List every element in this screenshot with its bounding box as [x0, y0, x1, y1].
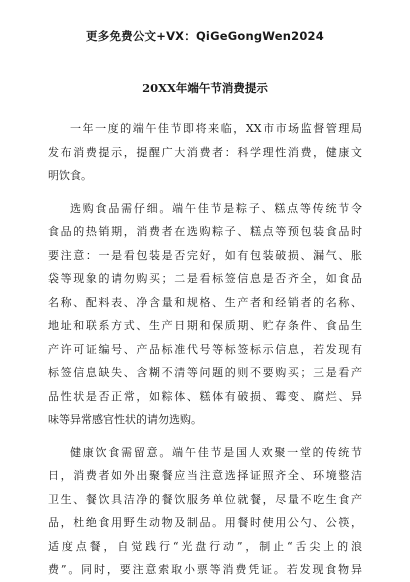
paragraph-intro: [48, 117, 362, 188]
document-body: [48, 117, 362, 582]
paragraph-line: 地址和联系方式、生产日期和保质期、贮存条件、食品生: [48, 319, 362, 332]
paragraph-line: 食品的热销期，消费者在选购粽子、糕点等预包装食品时: [48, 225, 362, 238]
paragraph-line: 健康饮食需留意。端午佳节是国人欢聚一堂的传统节: [70, 445, 362, 459]
paragraph-line: 明饮食。: [48, 169, 92, 182]
paragraph-line: 产许可证编号、产品标准代号等标签标示信息，若发现有: [48, 342, 362, 356]
paragraph-food-selection: [48, 197, 362, 432]
paragraph-line: 袋等现象的请勿购买；二是看标签信息是否齐全，如食品: [48, 272, 362, 285]
paragraph-line: 味等异常感官性状的请勿选购。: [48, 413, 202, 426]
paragraph-healthy-diet: [48, 441, 362, 582]
paragraph-line: 要注意：一是看包装是否完好，如有包装破损、漏气、胀: [48, 248, 362, 262]
paragraph-line: 卫生、餐饮具洁净的餐饮服务单位就餐，尽量不吃生食产: [48, 492, 362, 506]
paragraph-line: 费”。同时，要注意索取小票等消费凭证。若发现食物异: [48, 563, 362, 576]
document-title: 20XX年端午节消费提示: [142, 81, 268, 95]
paragraph-line: 品，杜绝食用野生动物及制品。用餐时使用公勺、公筷，: [48, 516, 362, 529]
paragraph-line: 选购食品需仔细。端午佳节是粽子、糕点等传统节令: [70, 201, 362, 215]
paragraph-line: 标签信息缺失、含糊不清等问题的则不要购买；三是看产: [48, 366, 362, 379]
paragraph-line: 品性状是否正常，如粽体、糕体有破损、霉变、腐烂、异: [48, 389, 362, 403]
paragraph-line: 适度点餐，自觉践行“光盘行动”，制止“舌尖上的浪: [48, 539, 362, 553]
paragraph-line: 名称、配料表、净含量和规格、生产者和经销者的名称、: [48, 295, 362, 309]
paragraph-line: 发布消费提示，提醒广大消费者：科学理性消费，健康文: [48, 145, 362, 159]
paragraph-line: 日，消费者如外出聚餐应当注意选择证照齐全、环境整洁: [48, 469, 362, 482]
paragraph-line: 一年一度的端午佳节即将来临，XX市市场监督管理局: [70, 122, 362, 135]
promo-header: 更多免费公文+VX：QiGeGongWen2024: [86, 29, 324, 43]
